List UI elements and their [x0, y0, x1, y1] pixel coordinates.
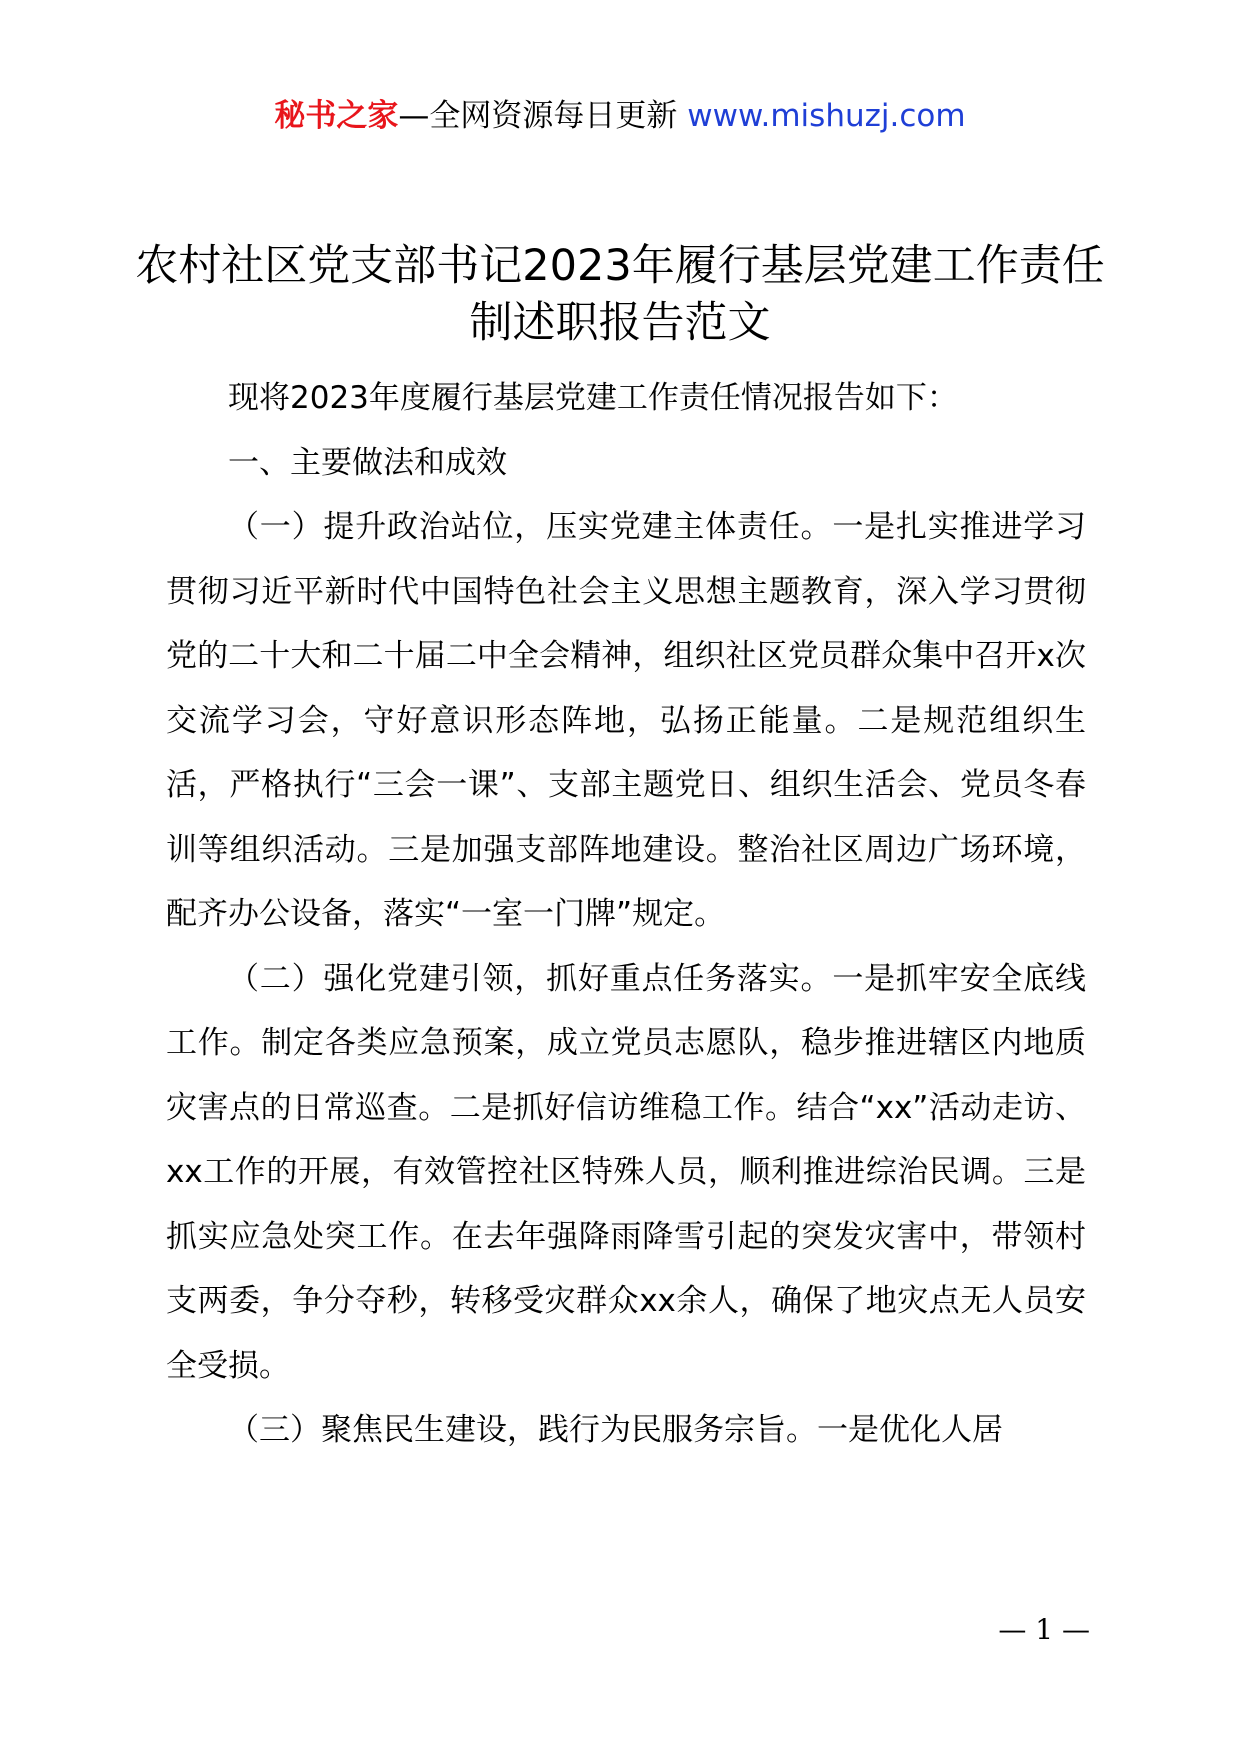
page-number: — 1 —	[998, 1613, 1090, 1646]
intro-paragraph: 现将2023年度履行基层党建工作责任情况报告如下：	[228, 380, 958, 416]
site-header	[0, 96, 1240, 136]
site-brand: 秘书之家	[274, 98, 399, 134]
site-url[interactable]: www.mishuzj.com	[687, 98, 966, 134]
body-paragraph: （二）强化党建引领，抓好重点任务落实。一是抓牢安全底线工作。制定各类应急预案，成立党员志愿队，稳步推进辖区内地质灾害点的日常巡查。二是抓好信访维稳工作。结合“xx”活动走访、xx工作的开展，有效管控社区特殊人员，顺利推进综治民调。三是抓实应急处突工作。在去年强降雨降雪引起的突发灾害中，带领村支两委，争分夺秒，转移受灾群众xx余人，确保了地灾点无人员安全受损。	[166, 960, 1086, 1384]
body-paragraph: （三）聚焦民生建设，践行为民服务宗旨。一是优化人居	[228, 1412, 1003, 1448]
body-paragraph: （一）提升政治站位，压实党建主体责任。一是扎实推进学习贯彻习近平新时代中国特色社会主义思想主题教育，深入学习贯彻党的二十大和二十届二中全会精神，组织社区党员群众集中召开x次交流学习会，守好意识形态阵地，弘扬正能量。二是规范组织生活，严格执行“三会一课”、支部主题党日、组织生活会、党员冬春训等组织活动。三是加强支部阵地建设。整治社区周边广场环境，配齐办公设备，落实“一室一门牌”规定。	[166, 509, 1086, 932]
document-body	[166, 366, 1086, 1463]
site-slogan: —全网资源每日更新	[398, 98, 688, 134]
section-heading: 一、主要做法和成效	[228, 444, 507, 481]
document-title: 农村社区党支部书记2023年履行基层党建工作责任制述职报告范文	[135, 241, 1105, 348]
